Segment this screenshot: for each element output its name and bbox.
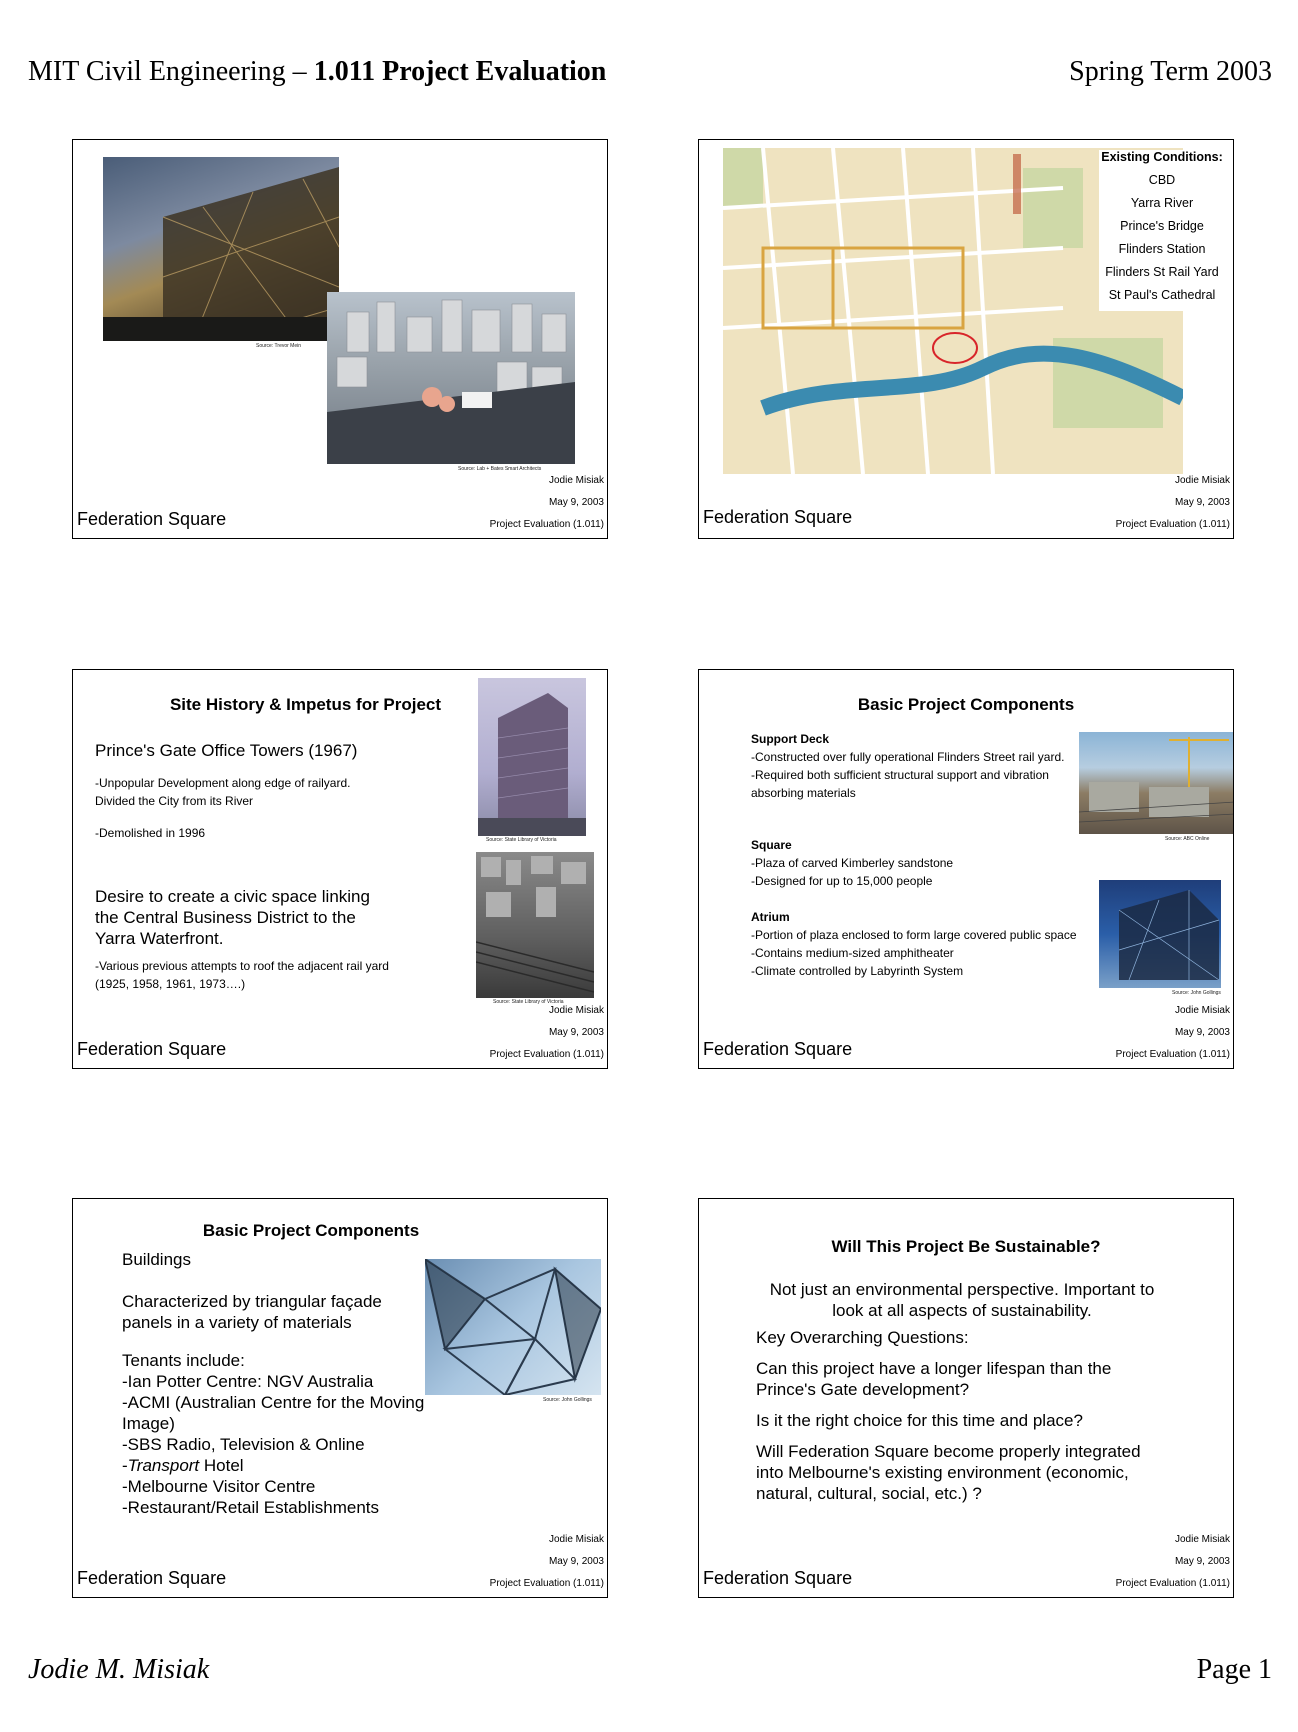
page-header	[28, 56, 1272, 96]
subheading-office-towers: Prince's Gate Office Towers (1967)	[95, 741, 358, 760]
tenant-item: -Ian Potter Centre: NGV Australia	[122, 1372, 374, 1391]
slide-1	[72, 139, 608, 539]
text-tenants-heading: Tenants include:	[122, 1351, 245, 1370]
question-right-choice: Is it the right choice for this time and place?	[756, 1411, 1083, 1430]
slide-project-title: Federation Square	[77, 509, 227, 529]
building-photo	[103, 157, 339, 341]
slide-5	[72, 1198, 608, 1598]
slide-title: Basic Project Components	[857, 695, 1075, 714]
presentation-date: May 9, 2003	[548, 1556, 604, 1567]
legend-item: St Paul's Cathedral	[1108, 288, 1216, 302]
slide-project-title: Federation Square	[703, 1039, 853, 1059]
slide-meta	[490, 470, 604, 536]
photo-caption-2: Source: John Gollings	[1172, 990, 1221, 996]
city-model-render	[327, 292, 575, 464]
existing-conditions-legend	[1099, 150, 1225, 311]
facade-detail-photo	[425, 1259, 601, 1395]
slide-project-title: Federation Square	[703, 1568, 853, 1588]
slide-meta	[490, 1529, 604, 1595]
term-label: Spring Term 2003	[1069, 56, 1272, 87]
slide-project-title: Federation Square	[703, 507, 853, 527]
legend-heading: Existing Conditions:	[1101, 150, 1223, 164]
construction-graphic	[1079, 732, 1234, 834]
text-key-questions: Key Overarching Questions:	[756, 1328, 969, 1347]
square-section	[751, 836, 1081, 890]
sustainability-text	[756, 1279, 1168, 1504]
legend-item: Prince's Bridge	[1120, 219, 1204, 233]
slide-meta	[1116, 470, 1230, 536]
photo-caption-1: Source: State Library of Victoria	[486, 837, 557, 843]
subheading-civic-space: Desire to create a civic space linking the Central Business District to the Yarra Waterfront.	[95, 887, 370, 948]
course-code: Project Evaluation (1.011)	[1115, 1578, 1230, 1589]
slide-3	[72, 669, 608, 1069]
photo-caption-2: Source: State Library of Victoria	[493, 999, 564, 1005]
slide-4	[698, 669, 1234, 1069]
legend-item: Flinders St Rail Yard	[1105, 265, 1219, 279]
atrium-photo	[1099, 880, 1221, 988]
course-title-prefix: MIT Civil Engineering –	[28, 56, 314, 87]
slide-meta	[490, 1000, 604, 1066]
presentation-date: May 9, 2003	[1174, 1556, 1230, 1567]
slide-project-title: Federation Square	[77, 1039, 227, 1059]
course-code: Project Evaluation (1.011)	[489, 1578, 604, 1589]
atrium-graphic	[1099, 880, 1221, 988]
course-title	[28, 56, 606, 88]
text-square-1: -Plaza of carved Kimberley sandstone	[751, 856, 954, 870]
text-support-deck-1: -Constructed over fully operational Flinders Street rail yard.	[751, 750, 1065, 764]
buildings-text	[122, 1249, 452, 1518]
bullet-demolished: -Demolished in 1996	[95, 826, 206, 840]
legend-item: Yarra River	[1130, 196, 1194, 210]
slide-title: Basic Project Components	[202, 1221, 420, 1240]
course-code: Project Evaluation (1.011)	[489, 1049, 604, 1060]
text-atrium-2: -Contains medium-sized amphitheater	[751, 946, 954, 960]
presenter-name: Jodie Misiak	[1174, 475, 1230, 486]
photo-caption-1: Source: ABC Online	[1165, 836, 1210, 842]
course-code: Project Evaluation (1.011)	[489, 519, 604, 530]
slide-2	[698, 139, 1234, 539]
tenant-item: -Restaurant/Retail Establishments	[122, 1498, 380, 1517]
text-atrium-1: -Portion of plaza enclosed to form large covered public space	[751, 928, 1077, 942]
slide-meta	[1116, 1529, 1230, 1595]
building-facade-graphic	[103, 157, 339, 341]
tenant-item: -ACMI (Australian Centre for the Moving Image)	[122, 1393, 425, 1433]
bullet-previous-attempts: -Various previous attempts to roof the adjacent rail yard (1925, 1958, 1961, 1973….)	[95, 959, 389, 991]
tower-graphic	[478, 678, 586, 836]
presenter-name: Jodie Misiak	[1174, 1005, 1230, 1016]
photo-caption-1: Source: Trevor Mein	[256, 343, 302, 349]
presenter-name: Jodie Misiak	[1174, 1534, 1230, 1545]
presentation-date: May 9, 2003	[1174, 1027, 1230, 1038]
page-number: Page 1	[1196, 1654, 1272, 1685]
heading-square: Square	[751, 838, 792, 852]
presentation-date: May 9, 2003	[548, 1027, 604, 1038]
author-name: Jodie M. Misiak	[28, 1654, 210, 1685]
presenter-name: Jodie Misiak	[548, 1534, 604, 1545]
tenant-item	[122, 1455, 452, 1476]
photo-caption: Source: John Gollings	[543, 1397, 592, 1403]
text-atrium-3: -Climate controlled by Labyrinth System	[751, 964, 964, 978]
legend-item: Flinders Station	[1118, 242, 1206, 256]
tenant-item: -SBS Radio, Television & Online	[122, 1435, 365, 1454]
heading-atrium: Atrium	[751, 910, 790, 924]
course-code: Project Evaluation (1.011)	[1115, 519, 1230, 530]
tenant-italic: Transport	[127, 1456, 200, 1475]
legend-item: CBD	[1148, 173, 1176, 187]
tenant-prefix: -	[122, 1456, 128, 1475]
construction-photo	[1079, 732, 1234, 834]
course-title-bold: 1.011 Project Evaluation	[313, 56, 607, 87]
text-support-deck-2: -Required both sufficient structural support and vibration absorbing materials	[751, 768, 1049, 800]
render-caption: Source: Lab + Bates Smart Architects	[458, 466, 542, 472]
slide-title: Site History & Impetus for Project	[169, 695, 442, 714]
presenter-name: Jodie Misiak	[548, 1005, 604, 1016]
office-towers-photo	[478, 678, 586, 836]
bullet-unpopular: -Unpopular Development along edge of railyard. Divided the City from its River	[95, 776, 351, 808]
presenter-name: Jodie Misiak	[548, 475, 604, 486]
presentation-date: May 9, 2003	[1174, 497, 1230, 508]
text-buildings: Buildings	[122, 1250, 191, 1269]
presentation-date: May 9, 2003	[548, 497, 604, 508]
slide-6	[698, 1198, 1234, 1598]
question-integration: Will Federation Square become properly integrated into Melbourne's existing environment (economic, natural, cultural, social, etc.) ?	[756, 1442, 1141, 1503]
text-facade: Characterized by triangular façade panels in a variety of materials	[122, 1292, 382, 1332]
tenant-item: -Melbourne Visitor Centre	[122, 1477, 316, 1496]
slide-project-title: Federation Square	[77, 1568, 227, 1588]
tenant-suffix: Hotel	[199, 1456, 244, 1475]
slide-meta	[1116, 1000, 1230, 1066]
text-perspective: Not just an environmental perspective. Important to look at all aspects of sustainability.	[769, 1280, 1155, 1320]
course-code: Project Evaluation (1.011)	[1115, 1049, 1230, 1060]
question-lifespan: Can this project have a longer lifespan than the Prince's Gate development?	[756, 1359, 1112, 1399]
railyard-aerial-photo	[476, 852, 594, 998]
atrium-section	[751, 908, 1081, 980]
support-deck-section	[751, 730, 1081, 802]
text-square-2: -Designed for up to 15,000 people	[751, 874, 933, 888]
aerial-graphic	[476, 852, 594, 998]
facade-triangles-graphic	[425, 1259, 601, 1395]
heading-support-deck: Support Deck	[751, 732, 830, 746]
page-footer	[28, 1654, 1272, 1694]
slide-title: Will This Project Be Sustainable?	[831, 1237, 1101, 1256]
city-blocks-graphic	[327, 292, 575, 464]
